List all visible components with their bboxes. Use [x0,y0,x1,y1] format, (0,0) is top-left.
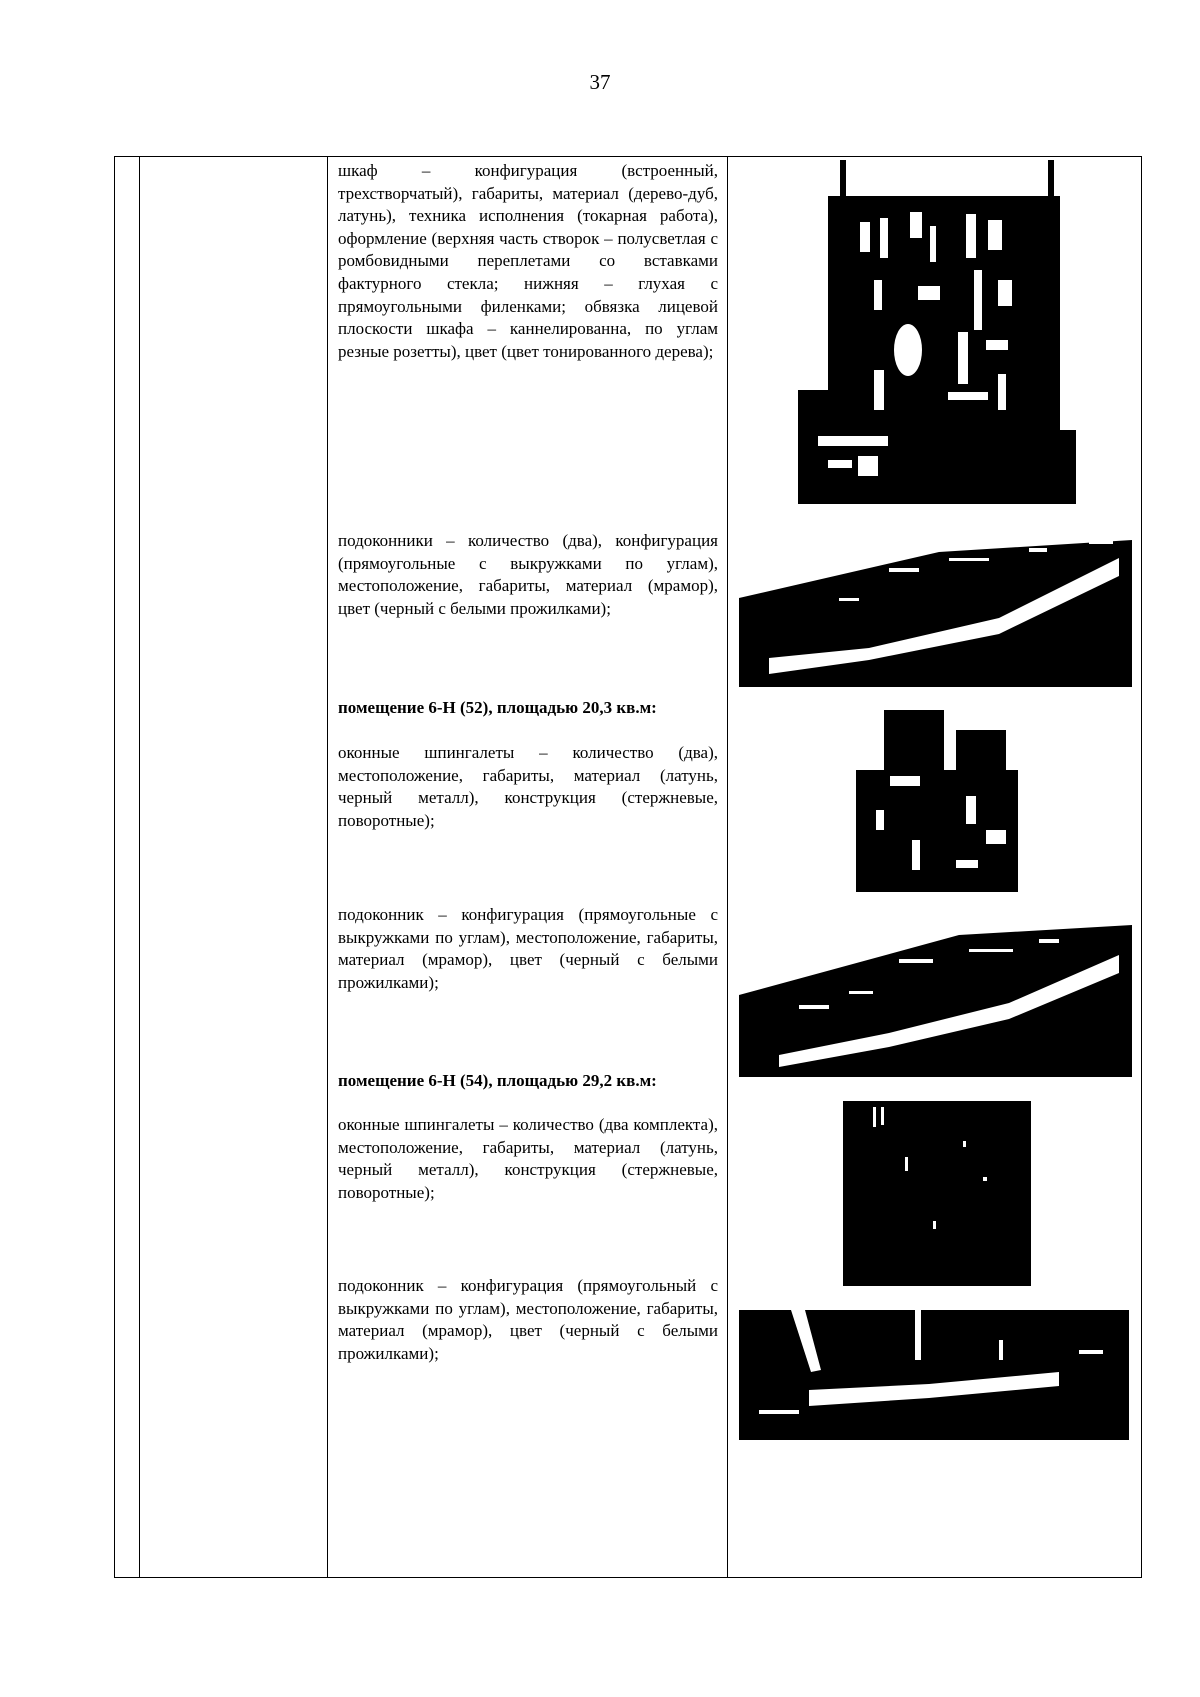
room-heading: помещение 6-Н (52), площадью 20,3 кв.м: [338,698,657,717]
item-description: подоконники – количество (два), конфигурация (прямоугольные с выкружками по углам), местоположение, габариты, материал (мрамор), цвет (черный с белыми прожилками); [338,531,718,618]
column-divider [727,157,728,1577]
latch-photo [843,1101,1031,1286]
latch-photo [856,710,1018,892]
column-divider [139,157,140,1577]
column-divider [327,157,328,1577]
item-description: подоконник – конфигурация (прямоугольные с выкружками по углам), местоположение, габариты, материал (мрамор), цвет (черный с белыми прожилками); [338,905,718,992]
cabinet-photo [798,160,1076,504]
room-heading: помещение 6-Н (54), площадью 29,2 кв.м: [338,1071,657,1090]
windowsill-photo [739,1310,1129,1440]
item-description: подоконник – конфигурация (прямоугольный с выкружками по углам), местоположение, габариты, материал (мрамор), цвет (черный с белыми прожилками); [338,1276,718,1363]
item-description: оконные шпингалеты – количество (два), местоположение, габариты, материал (латунь, черный металл), конструкция (стержневые, поворотные); [338,743,718,830]
item-description: шкаф – конфигурация (встроенный, трехстворчатый), габариты, материал (дерево-дуб, латунь), техника исполнения (токарная работа), оформление (верхняя часть створок – полусветлая с ромбовидными переплетами со вставками фактурного стекла; нижняя – глухая с прямоугольными филенками; обвязка лицевой плоскости шкафа – каннелированна, по углам резные розетты), цвет (цвет тонированного дерева); [338,161,718,361]
windowsill-photo [739,915,1132,1077]
page-number: 37 [589,70,611,94]
windowsill-photo [739,528,1132,687]
item-description: оконные шпингалеты – количество (два комплекта), местоположение, габариты, материал (латунь, черный металл), конструкция (стержневые, поворотные); [338,1115,718,1202]
